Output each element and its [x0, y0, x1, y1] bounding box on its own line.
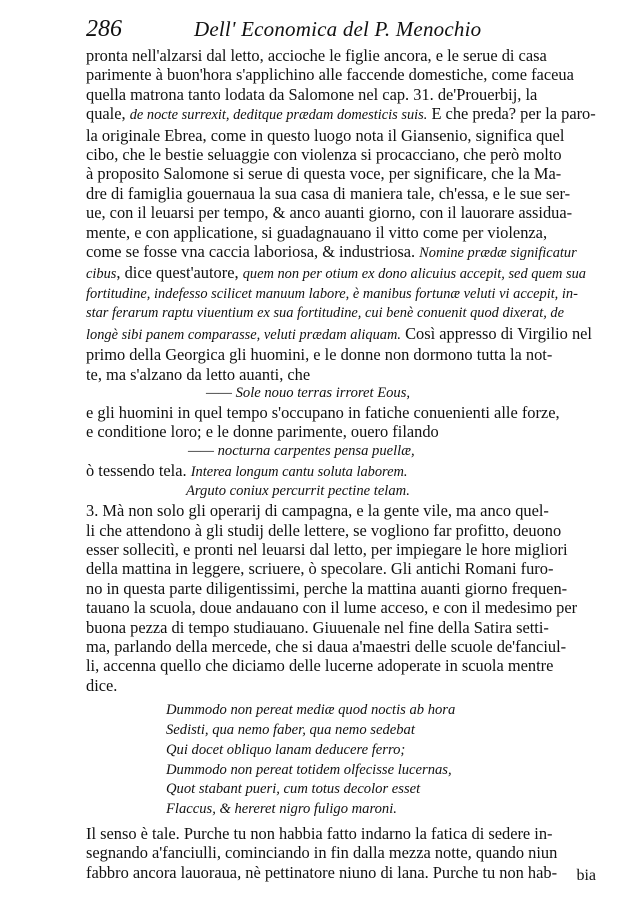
verse-line: —— Sole nouo terras irroret Eous, — [206, 384, 411, 401]
text-line: te, ma s'alzano da letto auanti, che — [86, 364, 311, 384]
text-line — [86, 263, 600, 284]
latin-quote: Interea longum cantu soluta laborem. — [190, 463, 408, 480]
text-span: come se fosse vna caccia laboriosa, & industriosa. — [86, 242, 420, 262]
text-line — [86, 324, 600, 345]
latin-quote-line: star ferarum raptu viuentium ex sua fortitudine, cui benè conuenit quod dixerat, de — [86, 305, 565, 322]
text-line: li, accenna quello che diciamo delle lucerne adoperate in scuola mentre — [86, 656, 554, 676]
text-line — [86, 242, 600, 263]
text-line: della mattina in leggere, scriuere, ò specolare. Gli antichi Romani furo- — [86, 559, 554, 579]
latin-quote: de nocte surrexit, deditque prædam domesticis suis. — [129, 107, 428, 124]
text-line: no in questa parte diligentissimi, perche la mattina auanti giorno frequen- — [86, 578, 568, 598]
text-line — [86, 104, 600, 125]
poem-line: Dummodo non pereat mediæ quod noctis ab hora — [166, 702, 456, 719]
text-line: segnando a'fanciulli, cominciando in fin dalla mezza notte, quando niun — [86, 843, 558, 863]
poem-line: Flaccus, & hereret nigro fuligo maroni. — [166, 801, 397, 818]
text-line: parimente à buon'hora s'applichino alle faccende domestiche, come faceua — [86, 65, 574, 85]
text-line: e conditione loro; e le donne parimente, ouero filando — [86, 422, 439, 442]
poem-line: Sedisti, qua nemo faber, qua nemo sedebat — [166, 721, 415, 738]
latin-quote: cibus — [86, 266, 117, 283]
text-line: tauano la scuola, doue andauano con il lume acceso, e con il medesimo per — [86, 598, 578, 618]
text-line: à proposito Salomone si serue di questa voce, per significare, che la Ma- — [86, 164, 562, 184]
body-text — [86, 46, 600, 882]
page-number: 286 — [86, 16, 122, 42]
poem-line: Dummodo non pereat totidem olfecisse lucernas, — [166, 761, 452, 778]
text-line — [86, 461, 600, 482]
text-line: e gli huomini in quel tempo s'occupano in fatiche conuenienti alle forze, — [86, 402, 560, 422]
text-line: li che attendono à gli studij delle lettere, se vogliono far profitto, deuono — [86, 520, 562, 540]
catchword: bia — [576, 867, 596, 884]
text-span: E che preda? per la paro- — [427, 104, 596, 124]
text-line: primo della Georgica gli huomini, e le donne non dormono tutta la not- — [86, 345, 553, 365]
text-line: 3. Mà non solo gli operarij di campagna, e la gente vile, ma anco quel- — [86, 501, 549, 521]
text-line: Il senso è tale. Purche tu non habbia fatto indarno la fatica di sedere in- — [86, 823, 553, 843]
text-line: quella matrona tanto lodata da Salomone nel cap. 31. de'Prouerbij, la — [86, 84, 538, 104]
text-line: dice. — [86, 675, 118, 695]
page-header — [86, 16, 600, 46]
text-span: ò tessendo tela. — [86, 460, 191, 480]
text-span: , dice quest'autore, — [116, 263, 243, 283]
verse-line: —— nocturna carpentes pensa puellæ, — [188, 442, 415, 459]
poem-block — [86, 701, 600, 820]
poem-line: Qui docet obliquo lanam deducere ferro; — [166, 741, 406, 758]
latin-quote-line: fortitudine, indefesso scilicet manuum labore, è manibus fortunæ veluti vi accepit, in- — [86, 285, 578, 302]
text-span: quale, — [86, 104, 130, 124]
latin-quote: quem non per otium ex dono alicuius accepit, sed quem sua — [242, 266, 586, 283]
verse-line: Arguto coniux percurrit pectine telam. — [186, 483, 410, 500]
latin-quote: longè sibi panem comparasse, veluti prædam aliquam. — [86, 326, 401, 343]
text-line: mente, e con applicatione, si guadagnauano il vitto come per violenza, — [86, 222, 548, 242]
text-line: pronta nell'alzarsi dal letto, accioche le figlie ancora, e le serue di casa — [86, 46, 547, 65]
latin-quote: Nomine prædæ significatur — [419, 245, 577, 262]
text-line: buona pezza di tempo studiauano. Giuuenale nel fine della Satira setti- — [86, 617, 549, 637]
running-title: Dell' Economica del P. Menochio — [194, 17, 482, 41]
text-line: esser sollecitì, e pronti nel leuarsi dal letto, per impiegare le hore migliori — [86, 539, 568, 559]
text-line: fabbro ancora lauoraua, nè pettinatore niuno di lana. Purche tu non hab- — [86, 862, 558, 882]
text-line: la originale Ebrea, come in questo luogo nota il Giansenio, significa quel — [86, 125, 565, 145]
text-line: cibo, che le bestie seluaggie con violenza si procacciano, che però molto — [86, 145, 562, 165]
poem-line: Quot stabant pueri, cum totus decolor esset — [166, 781, 421, 798]
text-span: Così appresso di Virgilio nel — [400, 323, 592, 343]
text-line: ue, con il leuarsi per tempo, & anco auanti giorno, con il lauorare assidua- — [86, 203, 573, 223]
text-line: ma, parlando della mercede, che si daua a'maestri delle scuole de'fanciul- — [86, 636, 567, 656]
text-line: dre di famiglia gouernaua la sua casa di maniera tale, ch'essa, e le sue ser- — [86, 183, 571, 203]
